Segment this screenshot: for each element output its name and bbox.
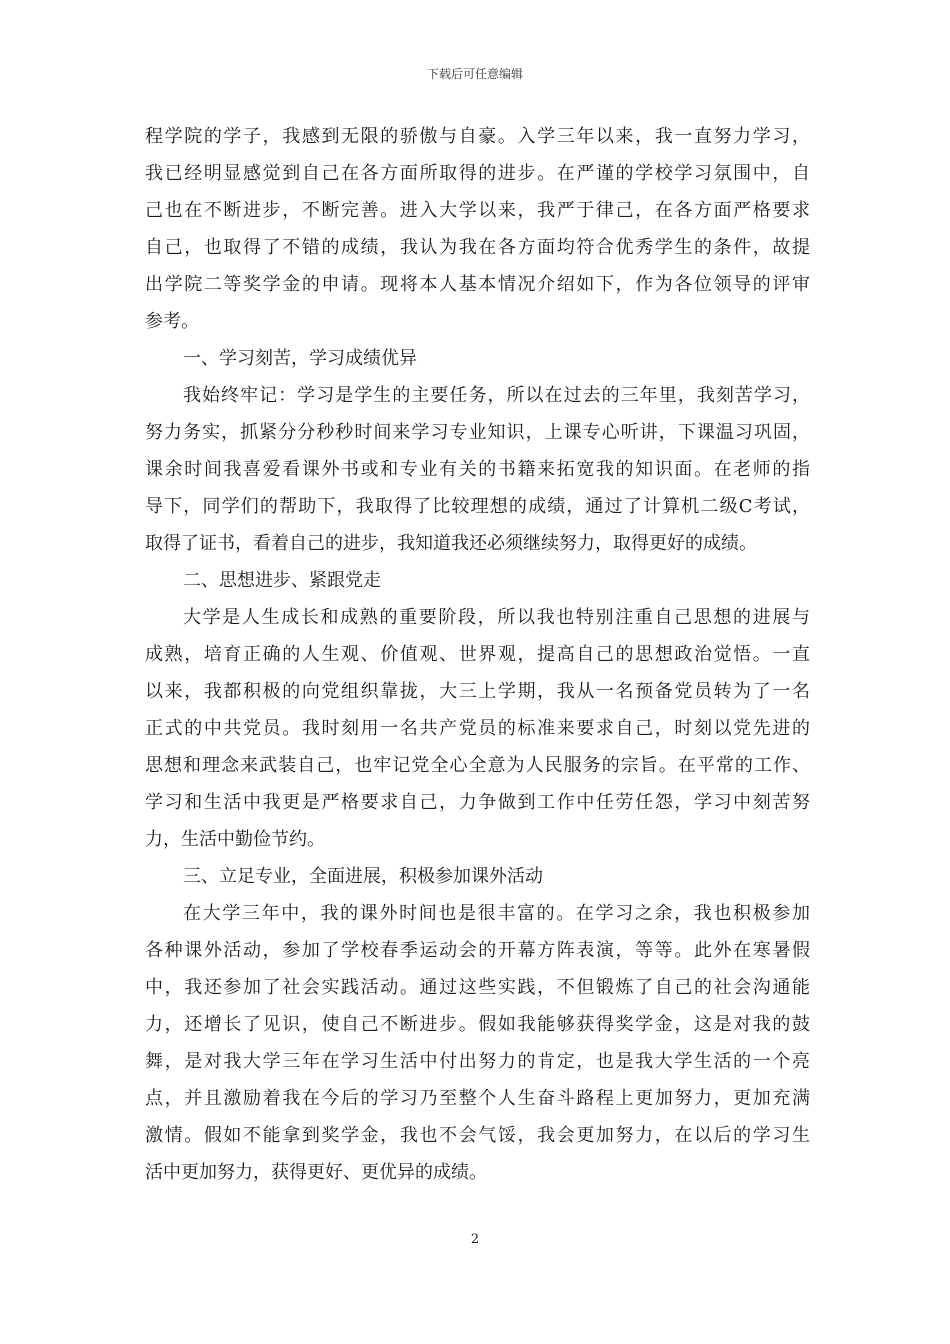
text-line: 成熟，培育正确的人生观、价值观、世界观，提高自己的思想政治觉悟。一直 (145, 644, 810, 665)
section-heading-thought (145, 562, 810, 599)
text-line: 以来，我都积极的向党组织靠拢，大三上学期，我从一名预备党员转为了一名 (145, 681, 810, 702)
text-line: 各种课外活动，参加了学校春季运动会的开幕方阵表演，等等。此外在寒暑假 (145, 940, 810, 961)
section-heading-study (145, 340, 810, 377)
header-text: 下载后可任意编辑 (426, 67, 523, 81)
page-number-text: 2 (470, 1232, 480, 1247)
text-line: 活中更加努力，获得更好、更优异的成绩。 (145, 1162, 487, 1183)
text-line: 导下，同学们的帮助下，我取得了比较理想的成绩，通过了计算机二级C考试， (145, 496, 810, 517)
text-line: 我已经明显感觉到自己在各方面所取得的进步。在严谨的学校学习氛围中，自 (145, 163, 810, 184)
text-line: 力，还增长了见识，使自己不断进步。假如我能够获得奖学金，这是对我的鼓 (145, 1014, 810, 1035)
section-heading-activities (145, 858, 810, 895)
heading-text: 三、立足专业，全面进展，积极参加课外活动 (183, 866, 543, 887)
text-line: 中，我还参加了社会实践活动。通过这些实践，不但锻炼了自己的社会沟通能 (145, 977, 810, 998)
paragraph-thought (145, 599, 810, 858)
page-number (0, 1232, 950, 1247)
text-line: 思想和理念来武装自己，也牢记党全心全意为人民服务的宗旨。在平常的工作、 (145, 755, 810, 776)
text-line: 取得了证书，看着自己的进步，我知道我还必须继续努力，取得更好的成绩。 (145, 533, 757, 554)
text-line: 参考。 (145, 311, 199, 332)
paragraph-intro (145, 118, 810, 340)
text-line: 舞，是对我大学三年在学习生活中付出努力的肯定，也是我大学生活的一个亮 (145, 1051, 810, 1072)
text-line: 学习和生活中我更是严格要求自己，力争做到工作中任劳任怨，学习中刻苦努 (145, 792, 810, 813)
text-line: 己也在不断进步，不断完善。进入大学以来，我严于律己，在各方面严格要求 (145, 200, 810, 221)
text-line: 努力务实，抓紧分分秒秒时间来学习专业知识，上课专心听讲，下课温习巩固， (145, 422, 810, 443)
text-line: 力，生活中勤俭节约。 (145, 829, 325, 850)
heading-text: 二、思想进步、紧跟党走 (183, 570, 381, 591)
paragraph-study (145, 377, 810, 562)
text-line: 课余时间我喜爱看课外书或和专业有关的书籍来拓宽我的知识面。在老师的指 (145, 459, 810, 480)
text-line: 激情。假如不能拿到奖学金，我也不会气馁，我会更加努力，在以后的学习生 (145, 1125, 810, 1146)
text-line: 在大学三年中，我的课外时间也是很丰富的。在学习之余，我也积极参加 (183, 903, 810, 924)
text-line: 程学院的学子，我感到无限的骄傲与自豪。入学三年以来，我一直努力学习， (145, 126, 810, 147)
text-line: 点，并且激励着我在今后的学习乃至整个人生奋斗路程上更加努力，更加充满 (145, 1088, 810, 1109)
paragraph-activities (145, 895, 810, 1191)
page-header (0, 66, 950, 82)
heading-text: 一、学习刻苦，学习成绩优异 (183, 348, 417, 369)
document-body (145, 118, 810, 1191)
text-line: 正式的中共党员。我时刻用一名共产党员的标准来要求自己，时刻以党先进的 (145, 718, 810, 739)
text-line: 大学是人生成长和成熟的重要阶段，所以我也特别注重自己思想的进展与 (183, 607, 810, 628)
text-line: 我始终牢记：学习是学生的主要任务，所以在过去的三年里，我刻苦学习， (183, 385, 810, 406)
text-line: 自己，也取得了不错的成绩，我认为我在各方面均符合优秀学生的条件，故提 (145, 237, 810, 258)
text-line: 出学院二等奖学金的申请。现将本人基本情况介绍如下，作为各位领导的评审 (145, 274, 810, 295)
